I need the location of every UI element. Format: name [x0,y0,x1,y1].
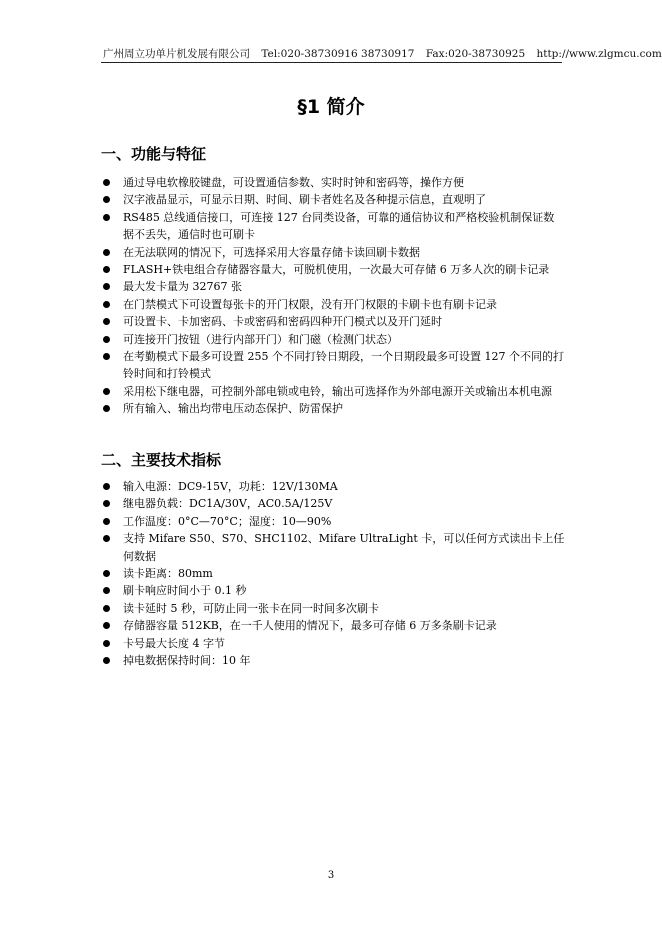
list-item [101,209,565,244]
bullet-icon [103,605,110,612]
header-divider [101,62,562,63]
list-item [101,174,565,191]
list-item [101,565,565,582]
list-item [101,348,565,383]
list-item-text: 读卡距离：80mm [123,567,213,581]
bullet-icon [103,214,110,221]
list-item [101,478,565,495]
bullet-icon [103,535,110,542]
section-heading-features: 一、功能与特征 [101,145,207,163]
bullet-icon [103,353,110,360]
list-item-text: 通过导电软橡胶键盘，可设置通信参数、实时时钟和密码等，操作方便 [123,176,464,189]
bullet-icon [103,518,110,525]
features-list [101,174,565,418]
bullet-icon [103,301,110,308]
list-item-text: 可连接开门按钮（进行内部开门）和门磁（检测门状态） [123,332,398,346]
specs-list [101,478,565,669]
list-item-text: 刷卡响应时间小于 0.1 秒 [123,584,247,598]
list-item-text: 采用松下继电器，可控制外部电锁或电铃，输出可选择作为外部电源开关或输出本机电源 [123,384,552,398]
bullet-icon [103,570,110,577]
list-item-text: 在无法联网的情况下，可选择采用大容量存储卡读回刷卡数据 [123,245,420,259]
bullet-icon [103,266,110,273]
list-item [101,582,565,599]
bullet-icon [103,318,110,325]
section-heading-specs: 二、主要技术指标 [101,451,222,469]
list-item-text: 支持 Mifare S50、S70、SHC1102、Mifare UltraLight 卡，可以任何方式读出卡上任何数据 [123,532,565,563]
list-item [101,331,565,348]
list-item [101,617,565,634]
list-item-text: 在门禁模式下可设置每张卡的开门权限，没有开门权限的卡刷卡也有刷卡记录 [123,297,497,311]
list-item-text: 工作温度：0°C—70°C；湿度：10—90% [123,514,332,528]
bullet-icon [103,500,110,507]
bullet-icon [103,405,110,412]
bullet-icon [103,336,110,343]
list-item-text: 在考勤模式下最多可设置 255 个不同打铃日期段，一个日期段最多可设置 127 个不同的打铃时间和打铃模式 [123,350,564,381]
list-item-text: 输入电源：DC9-15V，功耗：12V/130MA [123,480,338,493]
list-item-text: FLASH+铁电组合存储器容量大，可脱机使用，一次最大可存储 6 万多人次的刷卡记录 [123,263,550,277]
bullet-icon [103,283,110,290]
list-item [101,635,565,652]
list-item [101,530,565,565]
page-header [103,48,662,60]
bullet-icon [103,249,110,256]
header-company: 广州周立功单片机发展有限公司 [103,48,250,60]
page-number: 3 [327,870,335,881]
list-item [101,296,565,313]
list-item-text: 可设置卡、卡加密码、卡或密码和密码四种开门模式以及开门延时 [123,315,442,329]
list-item-text: 掉电数据保持时间：10 年 [123,654,251,668]
bullet-icon [103,179,110,186]
list-item [101,400,565,417]
list-item-text: 最大发卡量为 32767 张 [123,280,242,294]
bullet-icon [103,483,110,490]
list-item-text: 卡号最大长度 4 字节 [123,636,225,650]
header-tel: Tel:020-38730916 38730917 [261,48,415,60]
bullet-icon [103,587,110,594]
list-item-text: 汉字液晶显示，可显示日期、时间、刷卡者姓名及各种提示信息，直观明了 [123,193,486,207]
list-item-text: 所有输入、输出均带电压动态保护、防雷保护 [123,402,343,416]
bullet-icon [103,640,110,647]
list-item [101,600,565,617]
list-item [101,261,565,278]
list-item-text: RS485 总线通信接口，可连接 127 台同类设备，可靠的通信协议和严格校验机制保证数据不丢失，通信时也可刷卡 [123,210,555,242]
list-item [101,313,565,330]
list-item [101,191,565,208]
list-item-text: 存储器容量 512KB，在一千人使用的情况下，最多可存储 6 万多条刷卡记录 [123,619,497,633]
list-item [101,244,565,261]
list-item-text: 读卡延时 5 秒，可防止同一张卡在同一时间多次刷卡 [123,601,379,615]
list-item [101,513,565,530]
list-item [101,278,565,295]
bullet-icon [103,388,110,395]
list-item [101,383,565,400]
bullet-icon [103,196,110,203]
page-title: §1 简介 [297,96,365,118]
bullet-icon [103,657,110,664]
bullet-icon [103,622,110,629]
list-item [101,495,565,512]
header-fax: Fax:020-38730925 [425,48,526,60]
list-item-text: 继电器负载：DC1A/30V，AC0.5A/125V [123,497,333,511]
header-url[interactable]: http://www.zlgmcu.com [536,48,662,60]
list-item [101,652,565,669]
